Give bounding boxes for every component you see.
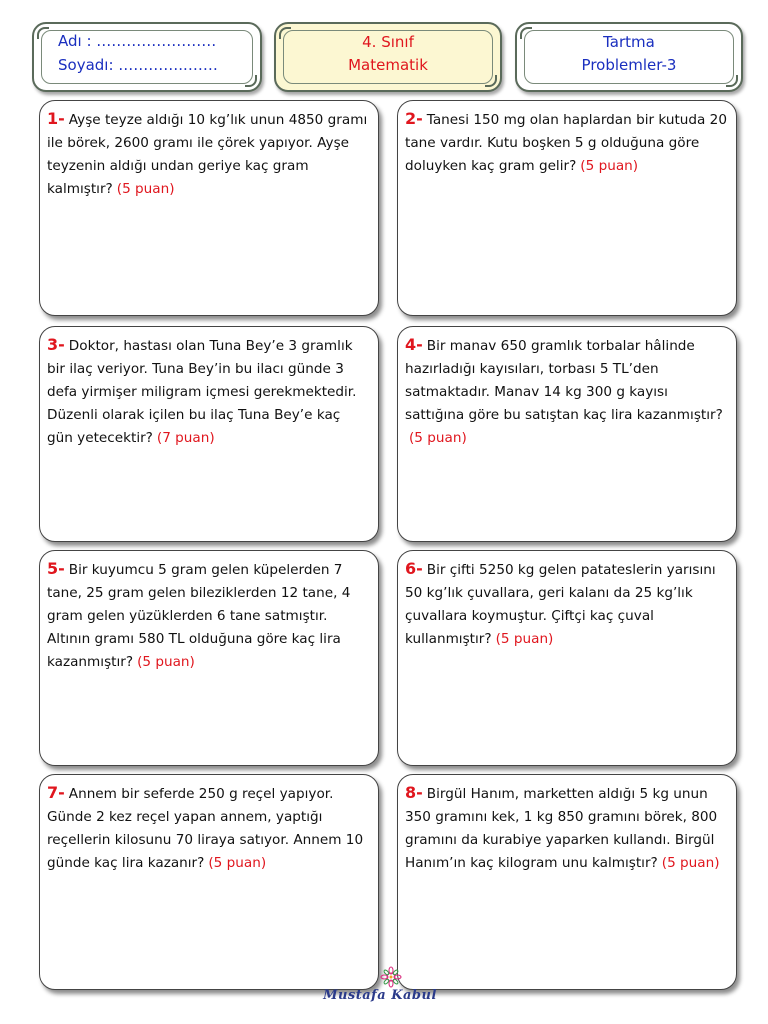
question-box-2[interactable] (397, 100, 737, 316)
question-points: (5 puan) (116, 181, 175, 197)
question-box-3[interactable] (39, 326, 379, 542)
question-text-5 (47, 557, 370, 674)
question-text-2 (405, 107, 728, 178)
question-box-4[interactable] (397, 326, 737, 542)
question-text-7 (47, 781, 370, 875)
question-body: Birgül Hanım, marketten aldığı 5 kg unun 350 gramını kek, 1 kg 850 gramını börek, 800 gramını da kurabiye yaparken kullandı. Birgül Hanım’ın kaç kilogram unu kalmıştır? (405, 786, 718, 871)
question-number: 8- (405, 783, 423, 802)
question-points: (5 puan) (495, 631, 554, 647)
question-points: (7 puan) (156, 430, 215, 446)
question-text-4 (405, 333, 728, 450)
author-signature: Mustafa Kabul (323, 988, 437, 1003)
question-body: Doktor, hastası olan Tuna Bey’e 3 gramlık bir ilaç veriyor. Tuna Bey’in bu ilacı günde 3 defa yirmişer miligram içmesi gerekmektedir. Düzenli olarak içilen bu ilaç Tuna Bey’e kaç gün yetecektir? (47, 338, 357, 446)
question-points: (5 puan) (661, 855, 720, 871)
question-number: 2- (405, 109, 423, 128)
question-points: (5 puan) (208, 855, 267, 871)
question-body: Bir çifti 5250 kg gelen patateslerin yarısını 50 kg’lık çuvallara, geri kalanı da 25 kg’lık çuvallara koymuştur. Çiftçi kaç çuval kullanmıştır? (405, 562, 716, 647)
question-box-5[interactable] (39, 550, 379, 766)
question-body: Tanesi 150 mg olan haplardan bir kutuda 20 tane vardır. Kutu boşken 5 g olduğuna göre doluyken kaç gram gelir? (405, 112, 727, 174)
question-number: 7- (47, 783, 65, 802)
question-box-8[interactable] (397, 774, 737, 990)
question-points: (5 puan) (409, 430, 467, 446)
flower-logo-icon (380, 966, 402, 988)
question-text-3 (47, 333, 370, 450)
question-text-8 (405, 781, 728, 875)
question-number: 6- (405, 559, 423, 578)
title-box (274, 22, 502, 92)
question-number: 5- (47, 559, 65, 578)
grade-label: 4. Sınıf (362, 33, 414, 51)
topic-line-1: Tartma (603, 33, 655, 51)
topic-line-2: Problemler-3 (581, 56, 677, 74)
subject-label: Matematik (348, 56, 428, 74)
question-text-1 (47, 107, 370, 201)
question-box-1[interactable] (39, 100, 379, 316)
question-box-7[interactable] (39, 774, 379, 990)
question-number: 3- (47, 335, 65, 354)
question-text-6 (405, 557, 728, 651)
question-points: (5 puan) (137, 654, 195, 670)
question-number: 1- (47, 109, 65, 128)
name-label[interactable]: Adı : …………………… (58, 32, 217, 50)
surname-label[interactable]: Soyadı: …………..…… (58, 56, 218, 74)
question-body: Bir kuyumcu 5 gram gelen küpelerden 7 tane, 25 gram gelen bileziklerden 12 tane, 4 gram gelen yüzüklerden 6 tane satmıştır. Altının gramı 580 TL olduğuna göre kaç lira kazanmıştır? (47, 562, 351, 670)
question-body: Ayşe teyze aldığı 10 kg’lık unun 4850 gramı ile börek, 2600 gramı ile çörek yapıyor. Ayşe teyzenin aldığı undan geriye kaç gram kalmıştır? (47, 112, 368, 197)
question-box-6[interactable] (397, 550, 737, 766)
topic-box (515, 22, 743, 92)
name-box (32, 22, 262, 92)
question-body: Bir manav 650 gramlık torbalar hâlinde hazırladığı kayısıları, torbası 5 TL’den satmaktadır. Manav 14 kg 300 g kayısı sattığına göre bu satıştan kaç lira kazanmıştır? (405, 338, 723, 423)
question-body: Annem bir seferde 250 g reçel yapıyor. Günde 2 kez reçel yapan annem, yaptığı reçellerin kilosunu 70 liraya satıyor. Annem 10 günde kaç lira kazanır? (47, 786, 364, 871)
question-number: 4- (405, 335, 423, 354)
question-points: (5 puan) (580, 158, 639, 174)
